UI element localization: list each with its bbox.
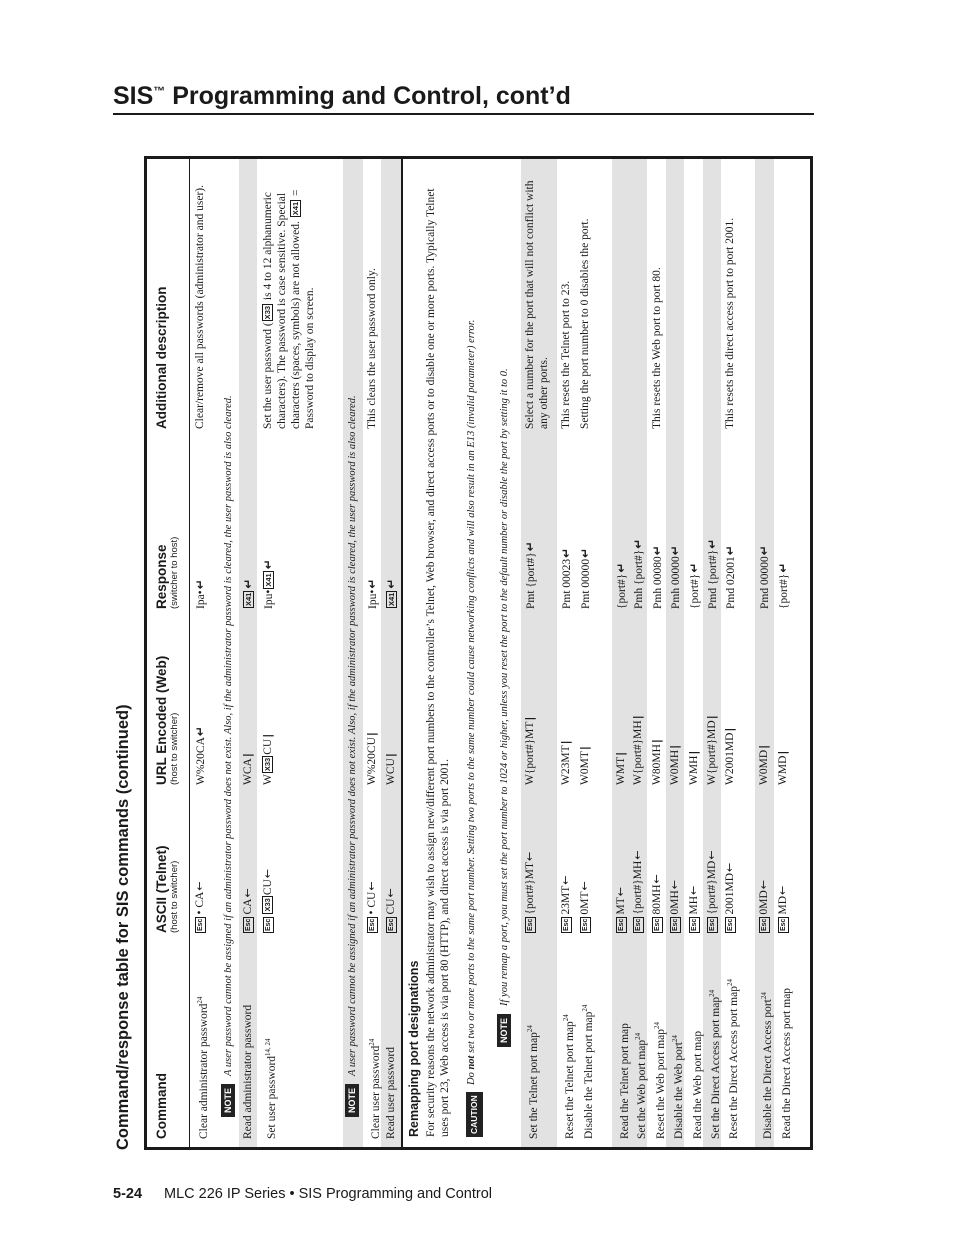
left-arrow-icon: ← — [705, 850, 718, 860]
pipe-icon: | — [241, 753, 254, 758]
col-header-command: Command — [154, 1072, 169, 1139]
left-arrow-icon: ← — [650, 874, 663, 884]
rotated-content — [113, 156, 813, 1150]
return-icon: ↵ — [650, 545, 664, 556]
esc-key-icon: Esc — [635, 918, 642, 931]
pipe-icon: | — [559, 740, 572, 745]
remap-paragraph: For security reasons the network administrator may wish to assign new/different port numbers to the controller’s Telnet, Web browser, and direct access ports or to disable one or more ports. Typically Telnet uses port 23, Web access is via port 80 (HTTP), and direct access is via port 2001. — [425, 188, 451, 1137]
esc-key-icon: Esc — [709, 918, 716, 931]
return-icon: ↵ — [578, 547, 592, 558]
x41-variable-icon: X41 — [387, 592, 396, 606]
header-rule — [189, 159, 190, 1147]
row-set-user: Set user password$^{14, 24}$ EscX33CU← WX33CU| Ipu•X41↵ Set the user password (X33 is 4 to 12 alphanumeric characters). The password is case sensitive. Special characters (spaces, symbols) are not allowed. X41 = Password to display on screen. — [261, 189, 316, 1139]
row-clear-admin: Clear administrator password$^{24}$ Esc• CA← W%20CA↵ Ipa•↵ Clear/remove all passwords (administrator and user). — [193, 185, 210, 1139]
x33-variable-icon: X33 — [263, 757, 272, 772]
return-icon: ↵ — [261, 559, 275, 570]
left-arrow-icon: ← — [559, 875, 572, 885]
return-icon: ↵ — [687, 562, 701, 573]
x41-variable-icon: X41 — [244, 592, 253, 606]
pipe-icon: | — [650, 739, 663, 744]
pipe-icon: | — [261, 733, 274, 738]
esc-key-icon: Esc — [691, 918, 698, 931]
esc-key-icon: Esc — [761, 918, 768, 931]
left-arrow-icon: ← — [723, 862, 736, 872]
port-row-description: This resets the direct access port to port 2001. — [724, 217, 736, 429]
left-arrow-icon: ← — [687, 885, 700, 895]
page-footer: 5-24 MLC 226 IP Series • SIS Programming and Control — [113, 1186, 493, 1202]
pipe-icon: | — [614, 751, 627, 756]
remap-caution: CAUTION Do not set two or more ports to the same port number. Setting two ports to the same number could cause networking conflicts and will also result in an E13 (invalid parameter) error. — [465, 172, 478, 1137]
esc-key-icon: Esc — [582, 918, 589, 931]
esc-key-icon: Esc — [563, 918, 570, 931]
left-arrow-icon: ← — [776, 885, 789, 895]
caution-badge: CAUTION — [466, 1092, 483, 1137]
pipe-icon: | — [705, 715, 718, 720]
pipe-icon: | — [757, 744, 770, 749]
left-arrow-icon: ← — [668, 880, 681, 890]
port-row-description: Select a number for the port that will not conflict with any other ports. — [524, 180, 550, 429]
return-icon: ↵ — [757, 545, 771, 556]
left-arrow-icon: ← — [365, 881, 378, 891]
note-remap: NOTEIf you remap a port, you must set the port number to 1024 or higher, unless you reset the port to the default number or disable the port by setting it to 0. — [497, 167, 511, 1047]
return-icon: ↵ — [193, 579, 207, 590]
section-rule — [401, 159, 403, 1147]
return-icon: ↵ — [668, 545, 682, 556]
esc-key-icon: Esc — [388, 918, 395, 931]
left-arrow-icon: ← — [193, 881, 206, 891]
left-arrow-icon: ← — [578, 881, 591, 891]
return-icon: ↵ — [365, 578, 379, 589]
note-admin-password: NOTEA user password cannot be assigned if an administrator password does not exist. Also, if the administrator password is cleared, the user password is also cleared. — [221, 167, 235, 1117]
left-arrow-icon: ← — [631, 850, 644, 860]
port-row-description: Setting the port number to 0 disables the port. — [579, 218, 591, 429]
pipe-icon: | — [776, 750, 789, 755]
x41-variable-icon: X41 — [291, 201, 300, 216]
rotated-table-region — [113, 156, 813, 1150]
return-icon: ↵ — [705, 538, 719, 549]
pipe-icon: | — [384, 753, 397, 758]
pipe-icon: | — [365, 732, 378, 737]
port-row-description: This resets the Web port to port 80. — [651, 267, 663, 429]
left-arrow-icon: ← — [523, 851, 536, 861]
esc-key-icon: Esc — [245, 918, 252, 931]
esc-key-icon: Esc — [618, 918, 625, 931]
pipe-icon: | — [687, 750, 700, 755]
table-caption: Command/response table for SIS commands (continued) — [114, 704, 132, 1150]
pipe-icon: | — [723, 727, 736, 732]
left-arrow-icon: ← — [384, 888, 397, 898]
return-icon: ↵ — [631, 538, 645, 549]
esc-key-icon: Esc — [727, 918, 734, 931]
x33-variable-icon: X33 — [263, 305, 272, 320]
return-icon: ↵ — [559, 547, 573, 558]
esc-key-icon: Esc — [369, 918, 376, 931]
x41-variable-icon: X41 — [264, 573, 273, 587]
return-icon: ↵ — [523, 541, 537, 552]
title-rule — [113, 113, 814, 115]
return-icon: ↵ — [723, 545, 737, 556]
return-icon: ↵ — [384, 578, 398, 589]
pipe-icon: | — [631, 715, 644, 720]
return-icon: ↵ — [241, 578, 255, 589]
remap-heading: Remapping port designations — [407, 960, 421, 1137]
esc-key-icon: Esc — [780, 918, 787, 931]
pipe-icon: | — [523, 716, 536, 721]
left-arrow-icon: ← — [261, 868, 274, 879]
pipe-icon: | — [578, 746, 591, 751]
return-icon: ↵ — [193, 726, 207, 737]
col-header-url: URL Encoded (Web) (host to switcher) — [154, 655, 180, 785]
x33-variable-icon: X33 — [263, 898, 272, 912]
col-header-ascii: ASCII (Telnet) (host to switcher) — [154, 845, 180, 933]
col-header-response: Response (switcher to host) — [154, 536, 180, 609]
esc-key-icon: Esc — [265, 918, 272, 931]
page-title: SIS™ Programming and Control, cont’d — [113, 82, 571, 110]
command-table: Command ASCII (Telnet) (host to switcher) URL Encoded (Web) (host to switcher) Response (switcher to host) Additional description Clear administrator password$^{24}$ Esc• CA← W%20CA↵ Ipa•↵ Clear/remove all passwords (administrator and user). NOTEA user password cannot be assigned if an administrator password does not exist. Also, if the administrator password is cleared, the user password is also cleared. Read administrator password EscCA← WCA| X41↵ Set user password$^{14, 24}$ EscX33CU← WX33CU| Ipu•X41↵ Set the user password (X33 is 4 to 12 alphanumeric characters). The password is case sensitive. Special characters (spaces, symbols) are not allowed. X41 = Password to display on screen. NOTEA user password cannot be assigned if an administrator password does not exist. Also, if the administrator password is cleared, the user password is also cleared. Clear user password$^{24}$ Esc• CU← W%20CU| Ipu•↵ This clears the user password only. Read user password EscCU← WCU| X41↵ Remapping port designations For security reasons the network administrator may wish to assign new/different port numbers to the controller’s Telnet, Web browser, and direct access ports or to disable one or more ports. Typically Telnet uses port 23, Web access is via port 80 (HTTP), and direct access is via port 2001. CAUTION Do not set two or more ports to the same port number. Setting two ports to the same number could cause networking conflicts and will also result in an E13 (invalid parameter) error. NOTEIf you remap a port, you must set the port number to 1024 or higher, unless you reset the port to the default number or disable the port by setting it to 0. Set the Telnet port map$^{24}$ Esc{port#}MT← W{port#}MT| Pmt {port#}↵ Select a number for the port that will not conflict with any other ports. Reset the Telnet port map$^{24}$ Esc23MT← W23MT| Pmt 00023↵ This resets the Telnet port to 23. Disable the Telnet port map$^{24}$ Esc0MT← W0MT| Pmt 00000↵ Setting the port number to 0 disables the port. Read the Telnet port map EscMT← WMT| {port#}↵ Set the Web port map$^{24}$ Esc{port#}MH← W{port#}MH| Pmh {port#}↵ Reset the Web port map$^{24}$ Esc80MH← W80MH| Pmh 00080↵ This resets the Web port to port 80. Disable the Web port$^{24}$ Esc0MH← W0MH| Pmh 00000↵ Read the Web port map EscMH← WMH| {port#}↵ Set the Direct Access port map$^{24}$ Esc{port#}MD← W{port#}MD| Pmd {port#}↵ Reset the Direct Access port map$^{24}$ Esc2001MD← W2001MD| Pmd 02001↵ This resets the direct access port to port 2001. Disable the Direct Access port$^{24}$ Esc0MD← W0MD| Pmd 00000↵ Read the Direct Access port map EscMD← WMD| {port#}↵ — [144, 156, 813, 1150]
left-arrow-icon: ← — [757, 880, 770, 890]
col-header-description: Additional description — [154, 286, 169, 429]
return-icon: ↵ — [614, 562, 628, 573]
esc-key-icon: Esc — [197, 918, 204, 931]
left-arrow-icon: ← — [614, 887, 627, 897]
pipe-icon: | — [668, 744, 681, 749]
return-icon: ↵ — [776, 562, 790, 573]
port-rows: Set the Telnet port map$^{24}$ Esc{port#}MT← W{port#}MT| Pmt {port#}↵ Select a number for the port that will not conflict with any other ports. Reset the Telnet port map$^{24}$ Esc23MT← W23MT| Pmt 00023↵ This resets the Telnet port to 23. Disable the Telnet port map$^{24}$ Esc0MT← W0MT| Pmt 00000↵ Setting the port number to 0 disables the port. Read the Telnet port map EscMT← WMT| {port#}↵ Set the Web port map$^{24}$ Esc{port#}MH← W{port#}MH| Pmh {port#}↵ Reset the Web port map$^{24}$ Esc80MH← W80MH| Pmh 00080↵ This resets the Web port to port 80. Disable the Web port$^{24}$ Esc0MH← W0MH| Pmh 00000↵ Read the Web port map EscMH← WMH| {port#}↵ Set the Direct Access port map$^{24}$ Esc{port#}MD← W{port#}MD| Pmd {port#}↵ Reset the Direct Access port map$^{24}$ Esc2001MD← W2001MD| Pmd 02001↵ This resets the direct access port to port 2001. Disable the Direct Access port$^{24}$ Esc0MD← W0MD| Pmd 00000↵ Read the Direct Access port map EscMD← WMD| {port#}↵ — [519, 159, 810, 1147]
port-row-description: This resets the Telnet port to 23. — [560, 280, 572, 429]
left-arrow-icon: ← — [241, 888, 254, 898]
esc-key-icon: Esc — [654, 918, 661, 931]
esc-key-icon: Esc — [527, 918, 534, 931]
note-user-password: NOTEA user password cannot be assigned if an administrator password does not exist. Also, if the administrator password is cleared, the user password is also cleared. — [345, 167, 359, 1117]
esc-key-icon: Esc — [672, 918, 679, 931]
